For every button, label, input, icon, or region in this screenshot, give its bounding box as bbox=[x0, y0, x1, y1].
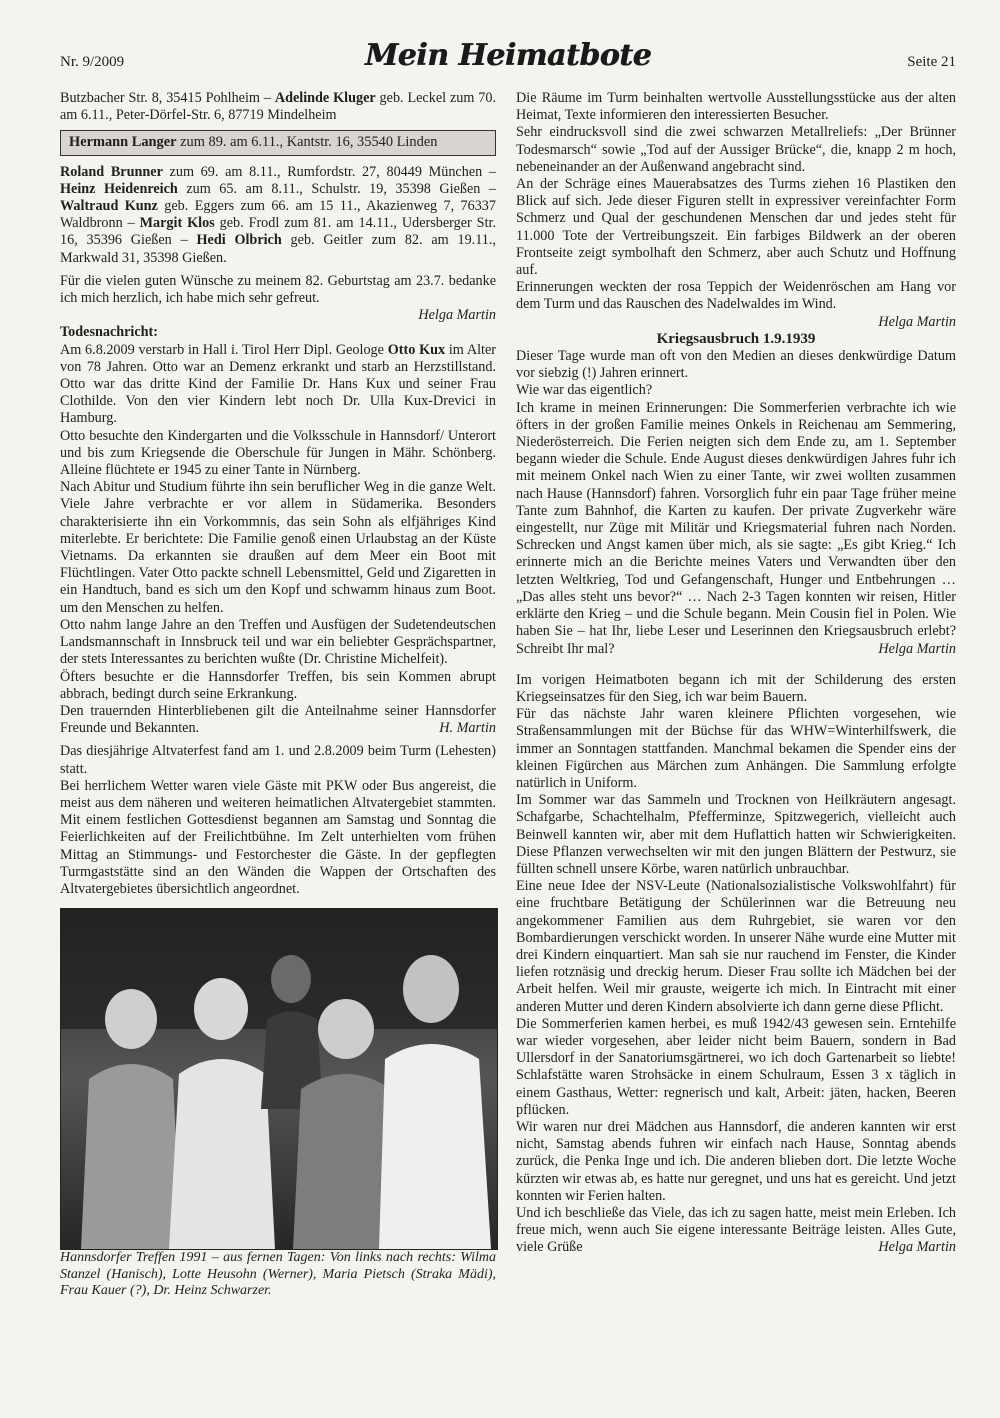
signature: Helga Martin bbox=[878, 640, 956, 657]
signature: H. Martin bbox=[439, 720, 496, 737]
tower-paragraph: Die Räume im Turm beinhalten wertvolle Ausstellungsstücke aus der alten Heimat, Texte informieren den interessierten Besucher. bbox=[516, 90, 956, 124]
left-column bbox=[60, 90, 496, 1300]
obituary-paragraph: Den trauernden Hinterbliebenen gilt die Anteilnahme seiner Hannsdorfer Freunde und Bekannten. H. Martin bbox=[60, 702, 496, 737]
tower-paragraph: Sehr eindrucksvoll sind die zwei schwarzen Metallreliefs: „Der Brünner Todesmarsch“ sowie „Tod auf der Aussiger Brücke“, die, knapp 2 m hoch, nebeneinander an der Außenwand angebracht sind. bbox=[516, 124, 956, 175]
war-outbreak-heading: Kriegsausbruch 1.9.1939 bbox=[656, 330, 816, 347]
issue-number: Nr. 9/2009 bbox=[60, 54, 125, 70]
memoir-paragraph: Für das nächste Jahr waren kleinere Pflichten vorgesehen, wie Straßensammlungen mit der Büchse für das WHW=Winterhilfswerk, die immer an Sonntagen stattfanden. Manchmal bekamen die Spender eins der kleinen Figürchen aus Märchen zum Anhängen. Die Sammlung erfolgte natürlich in Uniform. bbox=[516, 706, 956, 791]
obituary-paragraph: Otto besuchte den Kindergarten und die Volksschule in Hannsdorf/ Unterort und bis zum Kriegsende die Oberschule für Jungen in Mähr. Schönberg. Alleine flüchtete er 1945 zu einer Tante in Nürnberg. bbox=[60, 427, 496, 479]
memoir-paragraph: Im vorigen Heimatboten begann ich mit der Schilderung des ersten Kriegseinsatzes für den Sieg, ich war beim Bauern. bbox=[516, 671, 956, 705]
photo-caption: Hannsdorfer Treffen 1991 – aus fernen Tagen: Von links nach rechts: Wilma Stanzel (Hanisch), Lotte Heusohn (Werner), Maria Pietsch (Straka Mädi), Frau Kauer (?), Dr. Heinz Schwarzer. bbox=[60, 1250, 496, 1299]
memoir-paragraph: Die Sommerferien kamen herbei, es muß 1942/43 gewesen sein. Erntehilfe war wieder vorgesehen, aber leider nicht beim Bauern, sondern in Bad Ullersdorf in der Sanatoriumsgärtnerei, wo ich doch Gartenarbeit so liebte! Schlafstätte waren Strohsäcke in einem Schulraum, Essen 3 x täglich in einem Gasthaus, Wetter: regnerisch und kalt, Arbeit: jäten, hacken, Beeren pflücken. bbox=[516, 1015, 956, 1118]
signature: Helga Martin bbox=[418, 307, 496, 324]
tower-paragraph: Erinnerungen weckten der rosa Teppich der Weidenröschen am Hang vor dem Turm und das Rauschen des Nadelwaldes im Wind. bbox=[516, 279, 956, 313]
obituary-paragraph: Nach Abitur und Studium führte ihn sein beruflicher Weg in die ganze Welt. Viele Jahre verbrachte er vor allem in Südamerika. Besonders charakterisierte ihn ein Vorkommnis, das sein Sohn als elfjähriges Kind miterlebte. Er berichtete: Die Familie genoß einen Urlaubstag an der Küste Vietnams. Da erkannten sie draußen auf dem Meer ein Boot mit Flüchtlingen. Vater Otto packte schnell Lebensmittel, Geld und Zigaretten in ein Handtuch, band es sich um den Kopf und schwamm hinaus zum Boot. um den Menschen zu helfen. bbox=[60, 479, 496, 616]
obituary-paragraph: Am 6.8.2009 verstarb in Hall i. Tirol Herr Dipl. Geologe Otto Kux im Alter von 78 Jahren. Otto war an Demenz erkrankt und starb an Herzstillstand. Otto war das dritte Kind der Familie Dr. Hans Kux und seiner Frau Clothilde. Von den vier Kindern lebt noch Dr. Ulla Kux-Drevici in Hamburg. bbox=[60, 341, 496, 427]
obituary-heading: Todesnachricht: bbox=[60, 324, 159, 341]
memoir-paragraph: Im Sommer war das Sammeln und Trocknen von Heilkräutern angesagt. Schafgarbe, Schachtelhalm, Pfefferminze, Spitzwegerich, vielleicht auch Beinwell kannten wir, aber mit dem Huflattich hatten wir Schwierigkeiten. Diese Pflanzen verwechselten wir mit den jungen Blättern der Pestwurz, sie füllten schnell unsere Körbe, waren natürlich unbrauchbar. bbox=[516, 792, 956, 877]
obituary-paragraph: Öfters besuchte er die Hannsdorfer Treffen, bis sein Kommen abrupt abbrach, bedingt durch seine Erkrankung. bbox=[60, 668, 496, 702]
war-paragraph: Ich krame in meinen Erinnerungen: Die Sommerferien verbrachte ich wie öfters in der großen Familie meines Onkels in Reichenau am Semmering, Niederösterreich. Die Ferien neigten sich dem Ende zu, am 1. September begann wieder die Schule. Ende August dieses denkwürdigen Jahres fuhr ich mit meinem Onkel nach Wien zu einer Tante, wir zwei wollten zusammen nach Hause (Hannsdorf) fahren. Vorsorglich fuhr ein paar Tage früher meine Tante zum Bahnhof, die Karten zu kaufen. Der private Zugverkehr wäre eingestellt, nur Züge mit Militär und Kriegsmaterial fuhren nach Norden. Schrecken und Angst kamen über mich, als sie sagte: „Es gibt Krieg.“ Ich erinnerte mich an die Berichte meines Vaters und Verwandten über den letzten Weltkrieg, Tod und Gefangenschaft, Hunger und Entbehrungen … „Das alles steht uns bevor?“ … Nach 2-3 Tagen konnten wir reisen, Hitler erklärte den Krieg – und die Schule begann. Mein Cousin fiel in Polen. Wie haben Sie – hat Ihr, liebe Leser und Leserinnen den Kriegsausbruch erlebt? Schreibt Ihr mal? Helga Martin bbox=[516, 399, 956, 657]
highlighted-birthday-box: Hermann Langer zum 89. am 6.11., Kantstr. 16, 35540 Linden bbox=[60, 130, 496, 155]
tower-paragraph: An der Schräge eines Mauerabsatzes des Turms ziehen 16 Plastiken den Blick auf sich. Jede dieser Figuren stellt in expressiver vereinfachter Form Schmerz und Qual der geschundenen Menschen dar und jedes steht für 11.000 Tote der Vertreibungszeit. Ein farbiges Bildwerk an der oberen Frontseite zeigt symbolhaft den Schmerz, aber auch Schutz und Hoffnung auf. bbox=[516, 176, 956, 279]
war-paragraph: Wie war das eigentlich? bbox=[516, 382, 653, 399]
group-photo-image bbox=[61, 909, 497, 1249]
group-photo bbox=[60, 908, 498, 1250]
page-number: Seite 21 bbox=[907, 54, 956, 70]
thanks-paragraph: Für die vielen guten Wünsche zu meinem 82. Geburtstag am 23.7. bedanke ich mich herzlich, ich habe mich sehr gefreut. bbox=[60, 272, 496, 307]
memoir-paragraph: Und ich beschließe das Viele, das ich zu sagen hatte, meist mein Erleben. Ich freue mich, wenn auch Sie eigene interessante Beiträge leisten. Alles Gute, viele Grüße Helga Martin bbox=[516, 1205, 956, 1256]
memoir-paragraph: Wir waren nur drei Mädchen aus Hannsdorf, die anderen kannten wir erst nicht, Samstag abends fuhren wir einfach nach Hause, Sonntag abends zurück, die Penka Inge und ich. Die anderen blieben dort. Die letzte Woche kürzten wir etwas ab, es hatte nur geregnet, und uns hat es gereicht. Und jetzt konnten wir Ferien halten. bbox=[516, 1118, 956, 1204]
page-header bbox=[60, 38, 956, 88]
signature: Helga Martin bbox=[878, 1239, 956, 1256]
birthday-list: Roland Brunner zum 69. am 8.11., Rumfordstr. 27, 80449 München – Heinz Heidenreich zum 65. am 8.11., Schulstr. 19, 35398 Gießen – Waltraud Kunz geb. Eggers zum 66. am 15 11., Akazienweg 7, 76337 Waldbronn – Margit Klos geb. Frodl zum 81. am 14.11., Udersberger Str. 16, 35396 Gießen – Hedi Olbrich geb. Geitler zum 82. am 19.11., Markwald 31, 35398 Gießen. bbox=[60, 163, 497, 266]
signature: Helga Martin bbox=[878, 313, 956, 330]
obituary-paragraph: Otto nahm lange Jahre an den Treffen und Ausfügen der Sudetendeutschen Landsmannschaft in Innsbruck teil und war ein beliebter Gesprächspartner, der stets Interessantes zu berichten wußte (Dr. Christine Michelfeit). bbox=[60, 616, 496, 668]
festival-paragraph: Bei herrlichem Wetter waren viele Gäste mit PKW oder Bus angereist, die meist aus dem näheren und weiteren heimatlichen Altvatergebiet stammten. Mit einem festlichen Gottesdienst begannen am Samstag und Sonntag die Feierlichkeiten auf der Freilichtbühne. Im Zelt unterhielten vom frühen Mittag an Stimmungs- und Festorchester die Gäste. In der gepflegten Turmgaststätte sind an den Wänden die Wappen der Ortschaften des Altvatergebietes übersichtlich angeordnet. bbox=[60, 777, 496, 897]
birthday-entry-continued: Butzbacher Str. 8, 35415 Pohlheim – Adelinde Kluger geb. Leckel zum 70. am 6.11., Peter-Dörfel-Str. 6, 87719 Mindelheim bbox=[60, 90, 496, 124]
memoir-paragraph: Eine neue Idee der NSV-Leute (Nationalsozialistische Volkswohlfahrt) für eine fruchtbare Betätigung der Schülerinnen war die Betreuung neu angekommener Familien aus dem Ruhrgebiet, sie waren vor den Bombardierungen verschickt worden. In unserer Nähe wurde eine Mutter mit drei Kindern einquartiert. Man sah sie nur rauchend im Fenster, die Kinder liefen rotznäsig und dreckig herum. Dieser Frau sollte ich Mädchen bei der Arbeit helfen. Weil mir grauste, weigerte ich mich. In Eintracht mit einer anderen Mutter und deren Kindern absolvierte ich dann gerne diese Pflicht. bbox=[516, 878, 956, 1015]
right-column bbox=[516, 90, 956, 1257]
masthead-logo: Mein Heimatbote bbox=[364, 38, 652, 73]
war-paragraph: Dieser Tage wurde man oft von den Medien an dieses denkwürdige Datum vor siebzig (!) Jahren erinnert. bbox=[516, 348, 956, 382]
festival-paragraph: Das diesjährige Altvaterfest fand am 1. und 2.8.2009 beim Turm (Lehesten) statt. bbox=[60, 743, 496, 777]
